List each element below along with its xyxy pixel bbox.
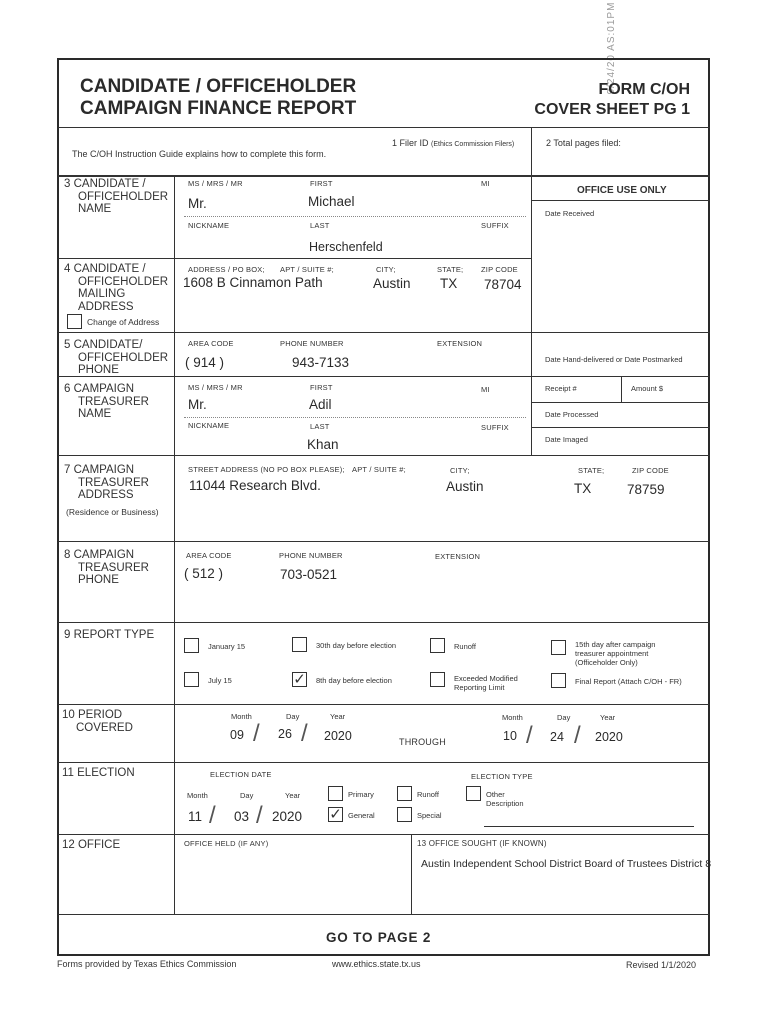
form-id-line1: FORM C/OH <box>598 81 690 98</box>
checkmark-icon: ✓ <box>293 671 306 688</box>
candidate-first-value[interactable]: Michael <box>308 194 355 209</box>
election-day-value[interactable]: 03 <box>234 809 250 824</box>
candidate-address-label: ADDRESS / PO BOX; <box>188 265 265 274</box>
section-8-label: 8 CAMPAIGN TREASURER PHONE <box>64 549 149 586</box>
treasurer-area-code-label: AREA CODE <box>186 551 232 560</box>
treasurer-phone-value[interactable]: 703-0521 <box>280 567 338 582</box>
instruction-text: The C/OH Instruction Guide explains how to complete this form. <box>72 149 327 159</box>
election-general-checkbox[interactable] <box>328 807 343 822</box>
office-use-title: OFFICE USE ONLY <box>577 185 667 196</box>
candidate-last-value[interactable]: Herschenfeld <box>309 240 383 254</box>
candidate-city-value[interactable]: Austin <box>373 276 411 291</box>
period-to-month-label: Month <box>502 713 523 722</box>
period-to-day-value[interactable]: 24 <box>550 730 564 744</box>
candidate-area-code-label: AREA CODE <box>188 339 234 348</box>
treasurer-mi-label: MI <box>481 385 490 394</box>
rule <box>58 914 710 915</box>
candidate-zip-value[interactable]: 78704 <box>484 277 522 292</box>
rule <box>58 541 710 542</box>
treasurer-street-value[interactable]: 11044 Research Blvd. <box>189 478 321 493</box>
section-11-label: 11 ELECTION <box>62 767 135 779</box>
candidate-extension-label: EXTENSION <box>437 339 483 348</box>
date-received-label: Date Received <box>545 209 595 218</box>
period-to-day-label: Day <box>557 713 571 722</box>
treasurer-salutation-value[interactable]: Mr. <box>188 397 207 412</box>
date-separator: / <box>301 720 308 747</box>
election-year-label: Year <box>285 791 301 800</box>
treasurer-first-label: FIRST <box>310 383 333 392</box>
treasurer-street-label: STREET ADDRESS (NO PO BOX PLEASE); <box>188 465 345 474</box>
candidate-mi-label: MI <box>481 179 490 188</box>
rule <box>621 377 622 402</box>
footer-revised: Revised 1/1/2020 <box>626 960 697 970</box>
section-10-label: 10 PERIOD COVERED <box>62 709 133 734</box>
period-to-month-value[interactable]: 10 <box>503 729 517 743</box>
candidate-apt-label: APT / SUITE #; <box>280 265 334 274</box>
candidate-nickname-label: NICKNAME <box>188 221 230 230</box>
change-of-address-checkbox[interactable] <box>67 314 82 329</box>
date-separator: / <box>256 802 263 829</box>
rule <box>532 427 710 428</box>
candidate-city-label: CITY; <box>376 265 396 274</box>
rule <box>58 622 710 623</box>
go-to-page-2: GO TO PAGE 2 <box>326 930 432 945</box>
section-3-label: 3 CANDIDATE / OFFICEHOLDER NAME <box>64 178 169 215</box>
section-4-label: 4 CANDIDATE / OFFICEHOLDER MAILING ADDRESS <box>64 263 169 313</box>
candidate-phone-value[interactable]: 943-7133 <box>292 355 350 370</box>
treasurer-city-label: CITY; <box>450 466 470 475</box>
report-type-jul15-checkbox[interactable] <box>184 672 199 687</box>
section-12-label: 12 OFFICE <box>62 839 121 851</box>
date-imaged-label: Date Imaged <box>545 435 588 444</box>
candidate-last-label: LAST <box>310 221 330 230</box>
period-from-day-label: Day <box>286 712 300 721</box>
report-type-30day-label: 30th day before election <box>316 641 397 650</box>
election-year-value[interactable]: 2020 <box>272 809 303 824</box>
rule <box>174 176 175 914</box>
treasurer-last-label: LAST <box>310 422 330 431</box>
report-type-runoff-label: Runoff <box>454 642 476 651</box>
report-type-jan15-label: January 15 <box>208 642 246 651</box>
footer-url: www.ethics.state.tx.us <box>332 959 421 969</box>
date-separator: / <box>574 722 581 749</box>
candidate-first-label: FIRST <box>310 179 333 188</box>
period-from-month-value[interactable]: 09 <box>230 728 244 742</box>
form-id-line2: COVER SHEET PG 1 <box>534 101 690 118</box>
rule <box>531 176 532 455</box>
election-month-label: Month <box>187 791 208 800</box>
election-other-checkbox[interactable] <box>466 786 481 801</box>
form-title-line2: CAMPAIGN FINANCE REPORT <box>80 98 357 119</box>
dotted-separator <box>184 216 526 217</box>
election-month-value[interactable]: 11 <box>188 809 203 824</box>
treasurer-first-value[interactable]: Adil <box>309 397 332 412</box>
treasurer-area-code-value[interactable]: ( 512 ) <box>184 566 224 581</box>
rule <box>58 455 710 456</box>
received-stamp: 9/24/20 AS:01PM <box>605 1 617 95</box>
treasurer-zip-label: ZIP CODE <box>632 466 669 475</box>
office-sought-label: 13 OFFICE SOUGHT (IF KNOWN) <box>417 839 547 848</box>
period-through-label: THROUGH <box>399 737 446 747</box>
section-6-label: 6 CAMPAIGN TREASURER NAME <box>64 383 149 420</box>
period-to-year-label: Year <box>600 713 616 722</box>
report-type-15day-checkbox[interactable] <box>551 640 566 655</box>
candidate-state-value[interactable]: TX <box>440 276 458 291</box>
change-of-address-label: Change of Address <box>87 317 160 327</box>
report-type-15day-label: 15th day after campaign treasurer appointment (Officeholder Only) <box>575 640 656 667</box>
total-pages-label: 2 Total pages filed: <box>546 138 621 148</box>
period-from-year-value[interactable]: 2020 <box>324 729 352 743</box>
candidate-area-code-value[interactable]: ( 914 ) <box>185 355 225 370</box>
dotted-separator <box>184 417 526 418</box>
filer-id-label-text: 1 Filer ID <box>392 138 429 148</box>
date-separator: / <box>209 802 216 829</box>
report-type-final-label: Final Report (Attach C/OH - FR) <box>575 677 682 686</box>
treasurer-zip-value[interactable]: 78759 <box>627 482 665 497</box>
election-special-label: Special <box>417 811 442 820</box>
election-runoff-label: Runoff <box>417 790 439 799</box>
election-runoff-checkbox[interactable] <box>397 786 412 801</box>
report-type-8day-label: 8th day before election <box>316 676 392 685</box>
candidate-suffix-label: SUFFIX <box>481 221 509 230</box>
election-other-label: Other Description <box>486 790 524 808</box>
section-7-label: 7 CAMPAIGN TREASURER ADDRESS <box>64 464 149 501</box>
period-to-year-value[interactable]: 2020 <box>595 730 623 744</box>
election-general-label: General <box>348 811 375 820</box>
section-9-label: 9 REPORT TYPE <box>64 629 155 641</box>
candidate-zip-label: ZIP CODE <box>481 265 518 274</box>
rule <box>532 402 710 403</box>
section-5-label: 5 CANDIDATE/ OFFICEHOLDER PHONE <box>64 339 169 376</box>
report-type-exceeded-checkbox[interactable] <box>430 672 445 687</box>
treasurer-apt-label: APT / SUITE #; <box>352 465 406 474</box>
report-type-runoff-checkbox[interactable] <box>430 638 445 653</box>
election-day-label: Day <box>240 791 254 800</box>
filer-id-note: (Ethics Commission Filers) <box>431 141 515 148</box>
election-special-checkbox[interactable] <box>397 807 412 822</box>
report-type-final-checkbox[interactable] <box>551 673 566 688</box>
amount-label: Amount $ <box>631 384 664 393</box>
treasurer-state-label: STATE; <box>578 466 605 475</box>
form-title-line1: CANDIDATE / OFFICEHOLDER <box>80 76 357 97</box>
date-processed-label: Date Processed <box>545 410 599 419</box>
candidate-state-label: STATE; <box>437 265 464 274</box>
treasurer-last-value[interactable]: Khan <box>307 437 339 452</box>
candidate-salutation-value[interactable]: Mr. <box>188 196 207 211</box>
treasurer-nickname-label: NICKNAME <box>188 421 230 430</box>
office-held-label: OFFICE HELD (IF ANY) <box>184 839 269 848</box>
treasurer-address-note: (Residence or Business) <box>66 507 159 517</box>
rule <box>58 332 710 333</box>
other-description-line <box>484 826 694 827</box>
rule <box>58 127 710 128</box>
treasurer-suffix-label: SUFFIX <box>481 423 509 432</box>
election-type-label: ELECTION TYPE <box>471 772 533 781</box>
period-from-day-value[interactable]: 26 <box>278 727 292 741</box>
office-sought-value[interactable]: Austin Independent School District Board of Trustees District 8 <box>421 858 712 870</box>
election-date-label: ELECTION DATE <box>210 770 272 779</box>
report-type-8day-checkbox[interactable] <box>292 672 307 687</box>
filer-id-label <box>392 137 514 151</box>
rule <box>58 762 710 763</box>
checkmark-icon: ✓ <box>329 806 342 823</box>
rule <box>58 175 710 177</box>
candidate-salutation-label: MS / MRS / MR <box>188 179 243 188</box>
report-type-exceeded-label: Exceeded Modified Reporting Limit <box>454 674 518 692</box>
footer-provided: Forms provided by Texas Ethics Commission <box>57 959 237 969</box>
date-hand-delivered-label: Date Hand-delivered or Date Postmarked <box>545 355 683 364</box>
treasurer-city-value[interactable]: Austin <box>446 479 484 494</box>
election-primary-label: Primary <box>348 790 374 799</box>
report-type-30day-checkbox[interactable] <box>292 637 307 652</box>
report-type-jan15-checkbox[interactable] <box>184 638 199 653</box>
date-separator: / <box>253 720 260 747</box>
rule <box>58 704 710 705</box>
treasurer-phone-label: PHONE NUMBER <box>279 551 343 560</box>
election-primary-checkbox[interactable] <box>328 786 343 801</box>
treasurer-extension-label: EXTENSION <box>435 552 481 561</box>
candidate-address-value[interactable]: 1608 B Cinnamon Path <box>183 275 323 290</box>
period-from-year-label: Year <box>330 712 346 721</box>
treasurer-state-value[interactable]: TX <box>574 481 592 496</box>
receipt-label: Receipt # <box>545 384 577 393</box>
rule <box>411 835 412 914</box>
rule <box>58 834 710 835</box>
period-from-month-label: Month <box>231 712 252 721</box>
rule <box>531 128 532 176</box>
rule <box>532 200 710 201</box>
treasurer-salutation-label: MS / MRS / MR <box>188 383 243 392</box>
rule <box>58 258 531 259</box>
date-separator: / <box>526 722 533 749</box>
candidate-phone-label: PHONE NUMBER <box>280 339 344 348</box>
report-type-jul15-label: July 15 <box>208 676 232 685</box>
